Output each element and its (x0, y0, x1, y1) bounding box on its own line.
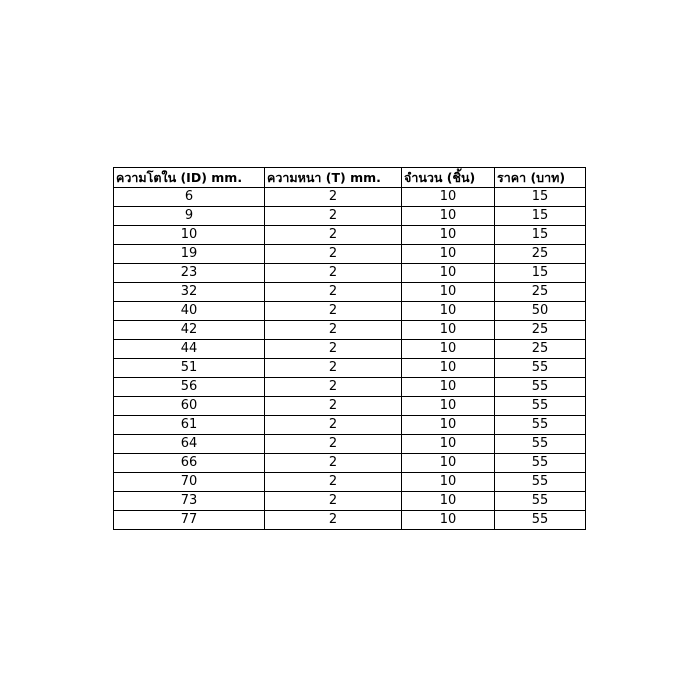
cell-price: 15 (495, 188, 586, 207)
cell-thickness: 2 (265, 321, 402, 340)
cell-price: 15 (495, 226, 586, 245)
cell-inner-diameter: 32 (114, 283, 265, 302)
cell-thickness: 2 (265, 245, 402, 264)
cell-thickness: 2 (265, 492, 402, 511)
cell-inner-diameter: 56 (114, 378, 265, 397)
table-row (114, 454, 586, 473)
cell-thickness: 2 (265, 283, 402, 302)
cell-quantity: 10 (402, 321, 495, 340)
cell-quantity: 10 (402, 492, 495, 511)
cell-thickness: 2 (265, 473, 402, 492)
cell-price: 55 (495, 511, 586, 530)
cell-quantity: 10 (402, 226, 495, 245)
table-row (114, 359, 586, 378)
cell-thickness: 2 (265, 188, 402, 207)
cell-inner-diameter: 10 (114, 226, 265, 245)
table-row (114, 340, 586, 359)
cell-quantity: 10 (402, 473, 495, 492)
cell-price: 15 (495, 264, 586, 283)
cell-quantity: 10 (402, 245, 495, 264)
header-thickness: ความหนา (T) mm. (265, 168, 402, 188)
table-row (114, 397, 586, 416)
table-row (114, 511, 586, 530)
cell-thickness: 2 (265, 378, 402, 397)
table-row (114, 473, 586, 492)
cell-inner-diameter: 19 (114, 245, 265, 264)
cell-price: 50 (495, 302, 586, 321)
cell-inner-diameter: 9 (114, 207, 265, 226)
cell-price: 25 (495, 283, 586, 302)
cell-inner-diameter: 61 (114, 416, 265, 435)
header-row (114, 168, 586, 188)
cell-inner-diameter: 40 (114, 302, 265, 321)
cell-quantity: 10 (402, 435, 495, 454)
cell-inner-diameter: 73 (114, 492, 265, 511)
cell-price: 25 (495, 321, 586, 340)
cell-thickness: 2 (265, 511, 402, 530)
cell-thickness: 2 (265, 207, 402, 226)
cell-quantity: 10 (402, 264, 495, 283)
cell-price: 55 (495, 435, 586, 454)
cell-thickness: 2 (265, 397, 402, 416)
header-price: ราคา (บาท) (495, 168, 586, 188)
header-quantity: จำนวน (ชิ้น) (402, 168, 495, 188)
table-row (114, 435, 586, 454)
table-row (114, 378, 586, 397)
table-row (114, 245, 586, 264)
cell-quantity: 10 (402, 188, 495, 207)
table-row (114, 226, 586, 245)
cell-price: 15 (495, 207, 586, 226)
header-inner-diameter: ความโตใน (ID) mm. (114, 168, 265, 188)
cell-inner-diameter: 6 (114, 188, 265, 207)
cell-quantity: 10 (402, 207, 495, 226)
cell-quantity: 10 (402, 511, 495, 530)
cell-price: 55 (495, 492, 586, 511)
cell-quantity: 10 (402, 340, 495, 359)
cell-thickness: 2 (265, 416, 402, 435)
cell-inner-diameter: 51 (114, 359, 265, 378)
cell-quantity: 10 (402, 302, 495, 321)
cell-thickness: 2 (265, 264, 402, 283)
cell-thickness: 2 (265, 302, 402, 321)
cell-price: 25 (495, 245, 586, 264)
table-row (114, 416, 586, 435)
cell-inner-diameter: 23 (114, 264, 265, 283)
cell-price: 55 (495, 454, 586, 473)
cell-quantity: 10 (402, 378, 495, 397)
table-header (114, 168, 586, 188)
cell-price: 55 (495, 378, 586, 397)
cell-quantity: 10 (402, 416, 495, 435)
cell-price: 55 (495, 473, 586, 492)
cell-inner-diameter: 66 (114, 454, 265, 473)
cell-thickness: 2 (265, 226, 402, 245)
cell-quantity: 10 (402, 397, 495, 416)
cell-quantity: 10 (402, 359, 495, 378)
cell-inner-diameter: 42 (114, 321, 265, 340)
cell-inner-diameter: 70 (114, 473, 265, 492)
table-row (114, 188, 586, 207)
cell-quantity: 10 (402, 283, 495, 302)
price-table (113, 167, 586, 530)
cell-inner-diameter: 44 (114, 340, 265, 359)
table-row (114, 492, 586, 511)
cell-price: 55 (495, 416, 586, 435)
cell-thickness: 2 (265, 359, 402, 378)
table-body (114, 188, 586, 530)
cell-price: 55 (495, 397, 586, 416)
table-row (114, 321, 586, 340)
cell-price: 55 (495, 359, 586, 378)
cell-quantity: 10 (402, 454, 495, 473)
table-row (114, 207, 586, 226)
table-row (114, 264, 586, 283)
table-row (114, 283, 586, 302)
cell-thickness: 2 (265, 435, 402, 454)
cell-inner-diameter: 77 (114, 511, 265, 530)
cell-price: 25 (495, 340, 586, 359)
cell-inner-diameter: 60 (114, 397, 265, 416)
cell-thickness: 2 (265, 340, 402, 359)
cell-thickness: 2 (265, 454, 402, 473)
cell-inner-diameter: 64 (114, 435, 265, 454)
table-row (114, 302, 586, 321)
